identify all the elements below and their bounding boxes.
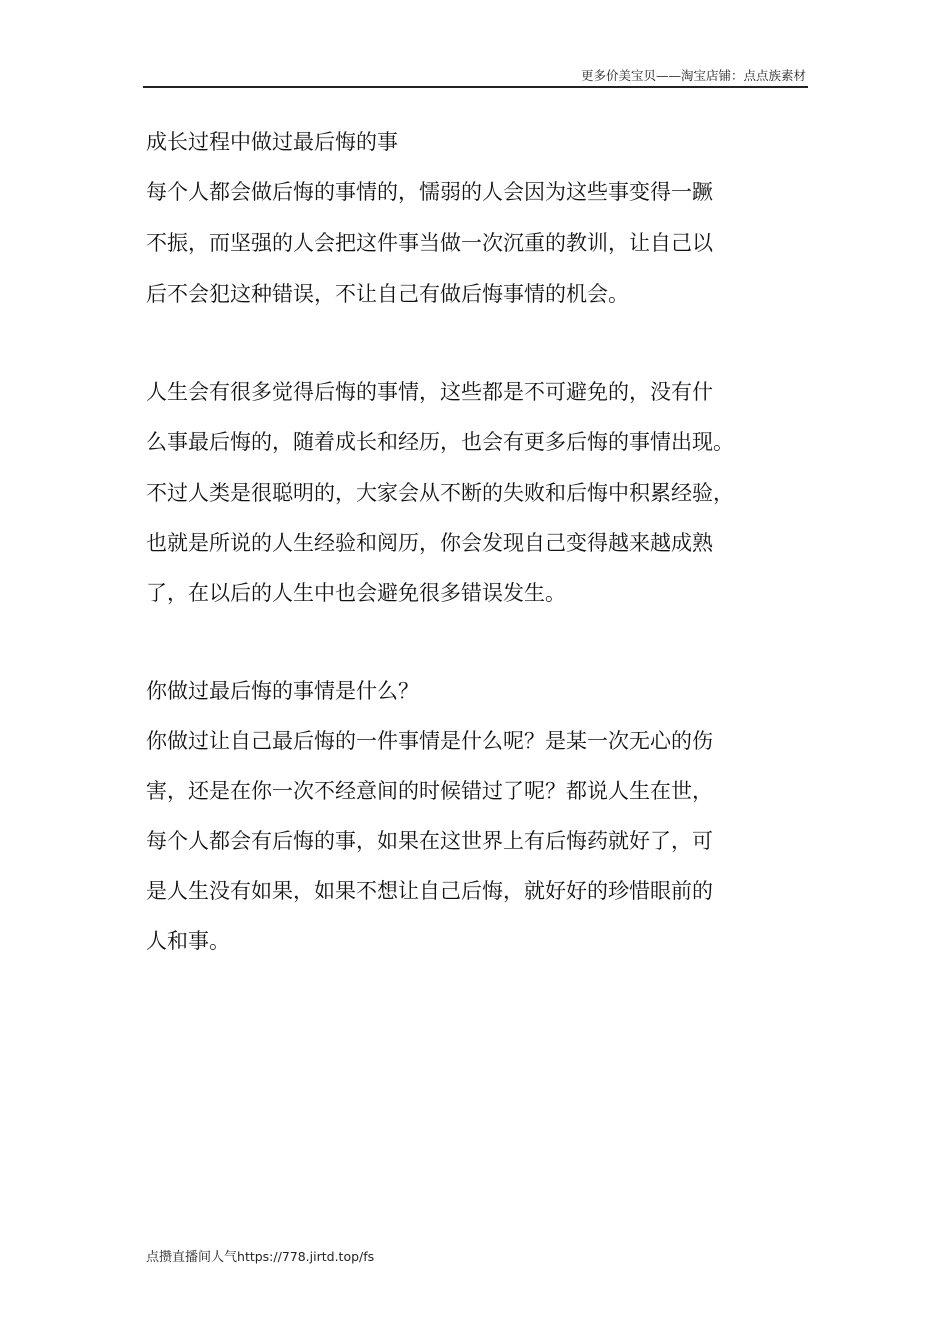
paragraph-line: 人和事。 <box>146 929 230 953</box>
paragraph-line: 也就是所说的人生经验和阅历，你会发现自己变得越来越成熟 <box>146 531 713 555</box>
paragraph-line: 人生会有很多觉得后悔的事情，这些都是不可避免的，没有什 <box>146 380 713 404</box>
page-header <box>143 62 808 88</box>
question-heading: 你做过最后悔的事情是什么？ <box>146 679 419 703</box>
paragraph-line: 害，还是在你一次不经意间的时候错过了呢？都说人生在世， <box>146 779 713 803</box>
paragraph-line: 每个人都会做后悔的事情的，懦弱的人会因为这些事变得一蹶 <box>146 180 713 204</box>
paragraph-line: 么事最后悔的，随着成长和经历，也会有更多后悔的事情出现。 <box>146 430 734 454</box>
paragraph-line: 不振，而坚强的人会把这件事当做一次沉重的教训，让自己以 <box>146 231 713 255</box>
paragraph-line: 你做过让自己最后悔的一件事情是什么呢？是某一次无心的伤 <box>146 729 713 753</box>
page-footer <box>146 1246 374 1265</box>
header-text: 更多价美宝贝——淘宝店铺：点点族素材 <box>580 68 806 83</box>
paragraph-line: 了，在以后的人生中也会避免很多错误发生。 <box>146 581 566 605</box>
paragraph-line: 后不会犯这种错误，不让自己有做后悔事情的机会。 <box>146 282 629 306</box>
paragraph-line: 是人生没有如果，如果不想让自己后悔，就好好的珍惜眼前的 <box>146 879 713 903</box>
paragraph-line: 不过人类是很聪明的，大家会从不断的失败和后悔中积累经验， <box>146 481 734 505</box>
article-title: 成长过程中做过最后悔的事 <box>146 130 398 154</box>
paragraph-line: 每个人都会有后悔的事，如果在这世界上有后悔药就好了，可 <box>146 829 713 853</box>
footer-label: 点攒直播间人气 <box>146 1250 238 1265</box>
footer-link[interactable]: https://778.jirtd.top/fs <box>237 1249 375 1264</box>
